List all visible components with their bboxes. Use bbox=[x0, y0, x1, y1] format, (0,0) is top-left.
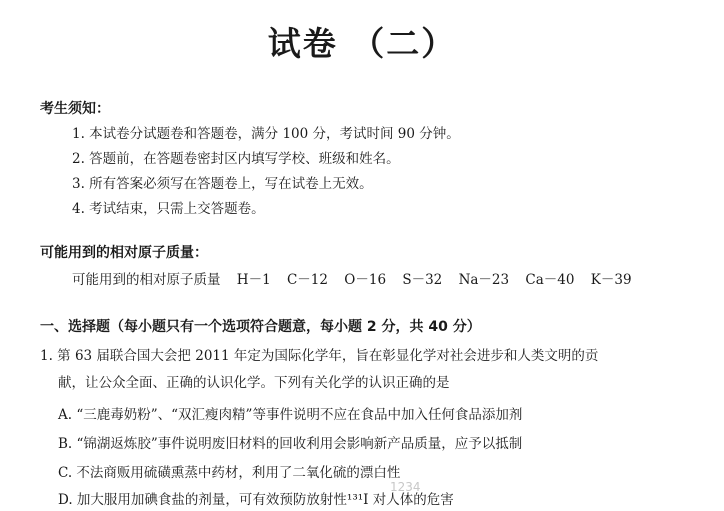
mass-h: H－1 bbox=[236, 272, 271, 288]
mass-na: Na－23 bbox=[458, 272, 510, 288]
question-1-line-1: 1. 第 63 届联合国大会把 2011 年定为国际化学年，旨在彰显化学对社会进步和人类文明的贡 bbox=[40, 348, 599, 364]
notice-item-1: 1. 本试卷分试题卷和答题卷，满分 100 分，考试时间 90 分钟。 bbox=[72, 126, 460, 142]
atomic-mass-label: 可能用到的相对原子质量 bbox=[72, 272, 221, 288]
mass-o: O－16 bbox=[344, 272, 387, 288]
mass-k: K－39 bbox=[590, 272, 632, 288]
mass-c: C－12 bbox=[286, 272, 328, 288]
notice-item-4: 4. 考试结束，只需上交答题卷。 bbox=[72, 201, 265, 217]
notice-item-3: 3. 所有答案必须写在答题卷上，写在试卷上无效。 bbox=[72, 176, 373, 192]
option-a: A. “三鹿毒奶粉”、“双汇瘦肉精”等事件说明不应在食品中加入任何食品添加剂 bbox=[58, 407, 523, 423]
page-title: 试卷 （二） bbox=[267, 24, 457, 63]
mass-s: S－32 bbox=[402, 272, 443, 288]
notice-item-2: 2. 答题前，在答题卷密封区内填写学校、班级和姓名。 bbox=[72, 151, 400, 167]
option-c: C. 不法商贩用硫磺熏蒸中药材，利用了二氧化硫的漂白性 bbox=[58, 465, 401, 481]
notice-heading: 考生须知： bbox=[40, 101, 110, 117]
option-d: D. 加大服用加碘食盐的剂量，可有效预防放射性¹³¹I 对人体的危害 bbox=[58, 492, 454, 508]
mass-ca: Ca－40 bbox=[525, 272, 575, 288]
option-b: B. “锦湖返炼胶”事件说明废旧材料的回收利用会影响新产品质量，应予以抵制 bbox=[58, 436, 523, 452]
question-1-line-2: 献，让公众全面、正确的认识化学。下列有关化学的认识正确的是 bbox=[58, 375, 450, 391]
atomic-mass-line bbox=[72, 268, 644, 288]
atomic-mass-heading: 可能用到的相对原子质量： bbox=[40, 245, 208, 261]
section-heading: 一、选择题（每小题只有一个选项符合题意，每小题 2 分，共 40 分） bbox=[40, 319, 481, 335]
watermark: 1234 bbox=[390, 480, 421, 494]
